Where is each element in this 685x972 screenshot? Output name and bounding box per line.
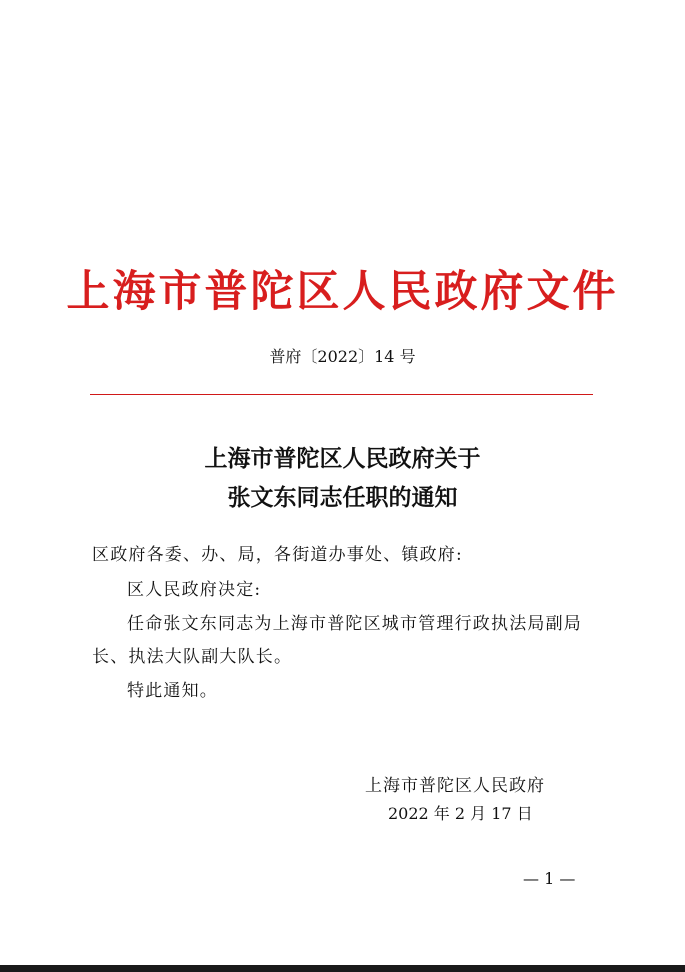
document-header-title: 上海市普陀区人民政府文件	[66, 267, 619, 317]
red-divider-line	[90, 394, 593, 395]
notice-title-line-1: 上海市普陀区人民政府关于	[204, 445, 481, 472]
page-number: — 1 —	[523, 869, 576, 888]
closing-line: 特此通知。	[127, 681, 218, 701]
document-number: 普府〔2022〕14 号	[269, 347, 416, 366]
decision-line: 区人民政府决定:	[127, 580, 262, 600]
page-bottom-edge	[0, 965, 685, 972]
issue-date: 2022 年 2 月 17 日	[388, 804, 533, 823]
appointment-line-2: 长、执法大队副大队长。	[92, 647, 293, 667]
issuer-signature: 上海市普陀区人民政府	[365, 776, 545, 796]
notice-title-line-2: 张文东同志任职的通知	[227, 484, 458, 511]
appointment-line-1: 任命张文东同志为上海市普陀区城市管理行政执法局副局	[127, 614, 582, 634]
recipients-line: 区政府各委、办、局，各街道办事处、镇政府:	[92, 545, 463, 565]
